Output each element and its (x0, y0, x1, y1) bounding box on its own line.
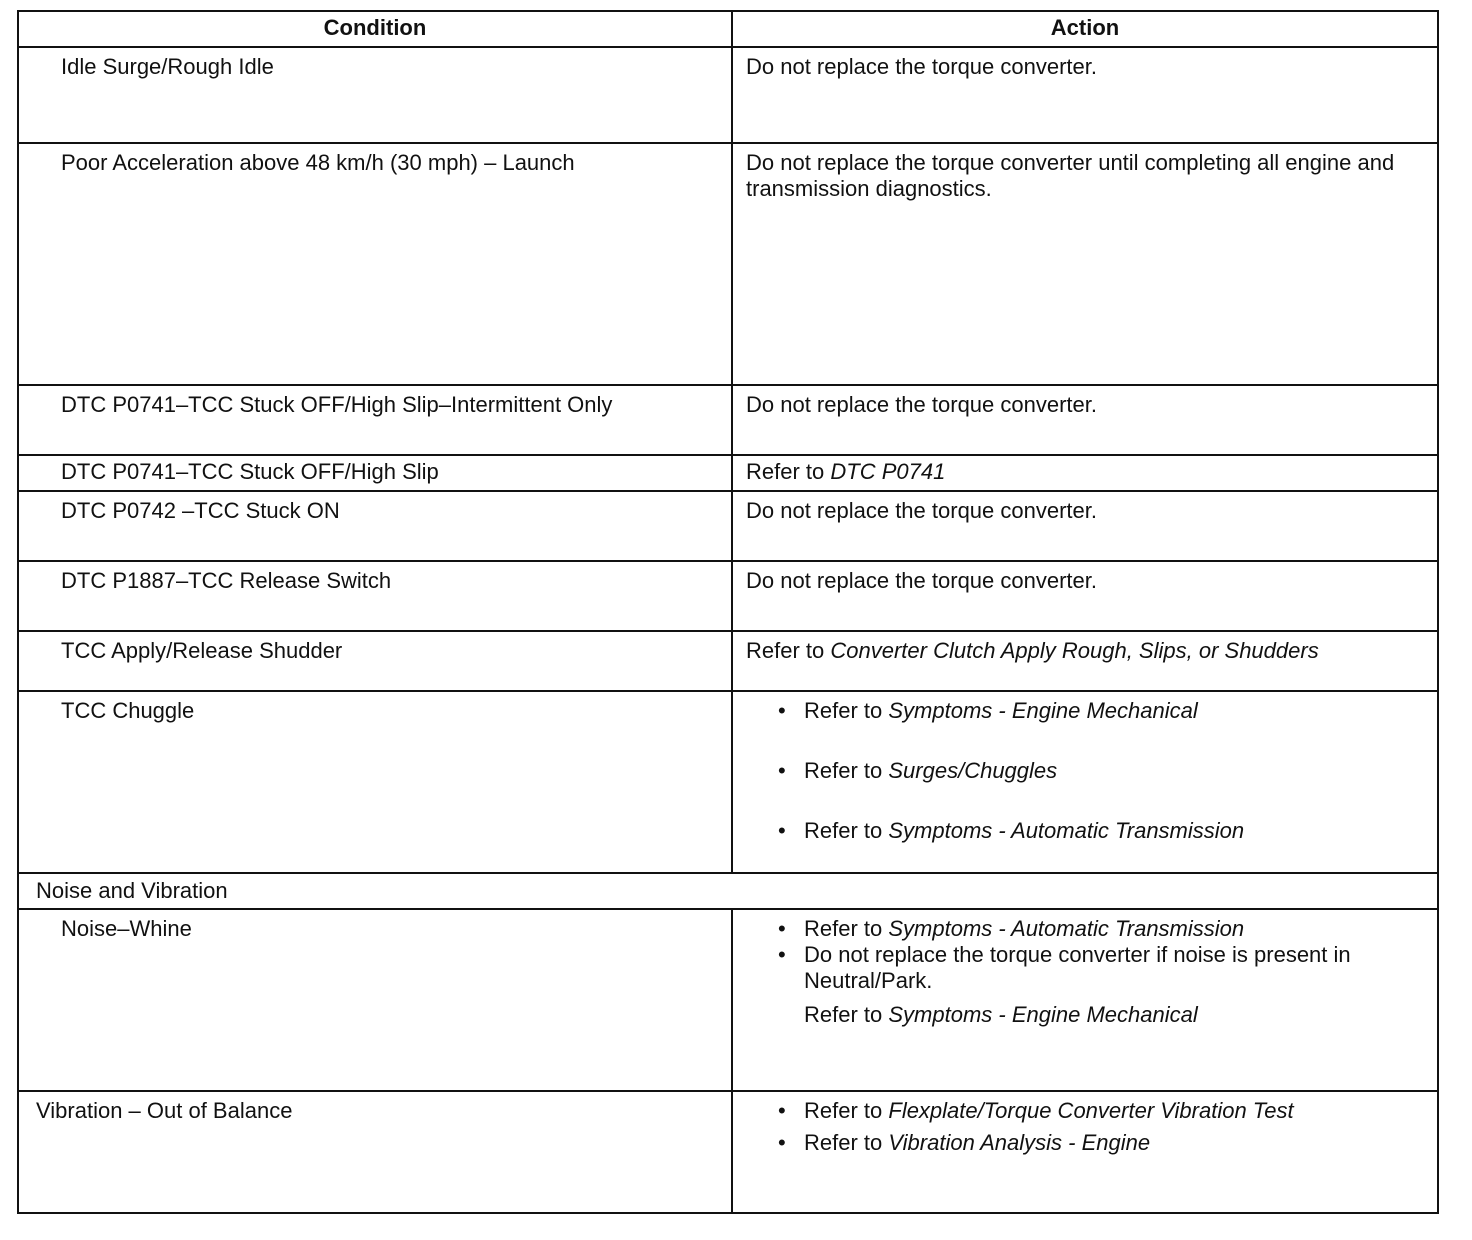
reference-link[interactable]: Symptoms - Engine Mechanical (888, 1002, 1198, 1027)
reference-link[interactable]: Symptoms - Engine Mechanical (888, 698, 1198, 723)
reference-link[interactable]: Surges/Chuggles (888, 758, 1058, 783)
reference-link[interactable]: Flexplate/Torque Converter Vibration Test (888, 1098, 1294, 1123)
table-row (18, 1091, 1438, 1213)
reference-link[interactable]: Symptoms - Automatic Transmission (888, 916, 1245, 941)
action-cell: Do not replace the torque converter until completing all engine and transmission diagnostics. (732, 143, 1438, 385)
condition-cell: Poor Acceleration above 48 km/h (30 mph) – Launch (18, 143, 732, 385)
table-row (18, 47, 1438, 143)
bullet-text: Do not replace the torque converter if noise is present in Neutral/Park. (804, 942, 1351, 993)
action-header: Action (732, 11, 1438, 47)
condition-cell: DTC P0742 –TCC Stuck ON (18, 491, 732, 561)
list-item (778, 916, 1429, 942)
action-cell: Do not replace the torque converter. (732, 491, 1438, 561)
sub-reference (746, 1002, 1429, 1028)
condition-cell: TCC Chuggle (18, 691, 732, 873)
table-row (18, 491, 1438, 561)
reference-link[interactable]: Symptoms - Automatic Transmission (888, 818, 1245, 843)
diagnosis-table (17, 10, 1439, 1214)
section-heading: Noise and Vibration (18, 873, 1438, 909)
table-row (18, 143, 1438, 385)
action-cell (732, 909, 1438, 1091)
header-row (18, 11, 1438, 47)
action-cell: Do not replace the torque converter. (732, 561, 1438, 631)
list-item (778, 698, 1429, 724)
list-item (778, 1098, 1429, 1124)
bullet-list (746, 916, 1429, 994)
condition-cell: TCC Apply/Release Shudder (18, 631, 732, 691)
bullet-list (746, 1098, 1429, 1156)
table-row (18, 385, 1438, 455)
table-row (18, 455, 1438, 491)
section-row (18, 873, 1438, 909)
reference-link[interactable]: Vibration Analysis - Engine (888, 1130, 1151, 1155)
condition-cell: DTC P0741–TCC Stuck OFF/High Slip (18, 455, 732, 491)
table-row (18, 691, 1438, 873)
condition-cell: Noise–Whine (18, 909, 732, 1091)
list-item (778, 818, 1429, 844)
action-cell (732, 691, 1438, 873)
condition-cell: Idle Surge/Rough Idle (18, 47, 732, 143)
bullet-text: Refer to (804, 1130, 889, 1155)
condition-cell: DTC P0741–TCC Stuck OFF/High Slip–Intermittent Only (18, 385, 732, 455)
action-cell (732, 631, 1438, 691)
reference-link[interactable]: Converter Clutch Apply Rough, Slips, or Shudders (830, 638, 1319, 663)
table-row (18, 909, 1438, 1091)
bullet-list (746, 698, 1429, 844)
action-cell (732, 455, 1438, 491)
condition-cell: DTC P1887–TCC Release Switch (18, 561, 732, 631)
list-item (778, 942, 1429, 994)
action-cell: Do not replace the torque converter. (732, 47, 1438, 143)
action-cell: Do not replace the torque converter. (732, 385, 1438, 455)
condition-cell: Vibration – Out of Balance (18, 1091, 732, 1213)
sub-text: Refer to (804, 1002, 889, 1027)
action-cell (732, 1091, 1438, 1213)
bullet-text: Refer to (804, 698, 889, 723)
bullet-text: Refer to (804, 916, 889, 941)
table-row (18, 561, 1438, 631)
condition-header: Condition (18, 11, 732, 47)
list-item (778, 1130, 1429, 1156)
reference-link[interactable]: DTC P0741 (830, 459, 946, 484)
bullet-text: Refer to (804, 1098, 889, 1123)
bullet-text: Refer to (804, 818, 889, 843)
bullet-text: Refer to (804, 758, 889, 783)
table-row (18, 631, 1438, 691)
action-text: Refer to (746, 459, 831, 484)
action-text: Refer to (746, 638, 831, 663)
list-item (778, 758, 1429, 784)
